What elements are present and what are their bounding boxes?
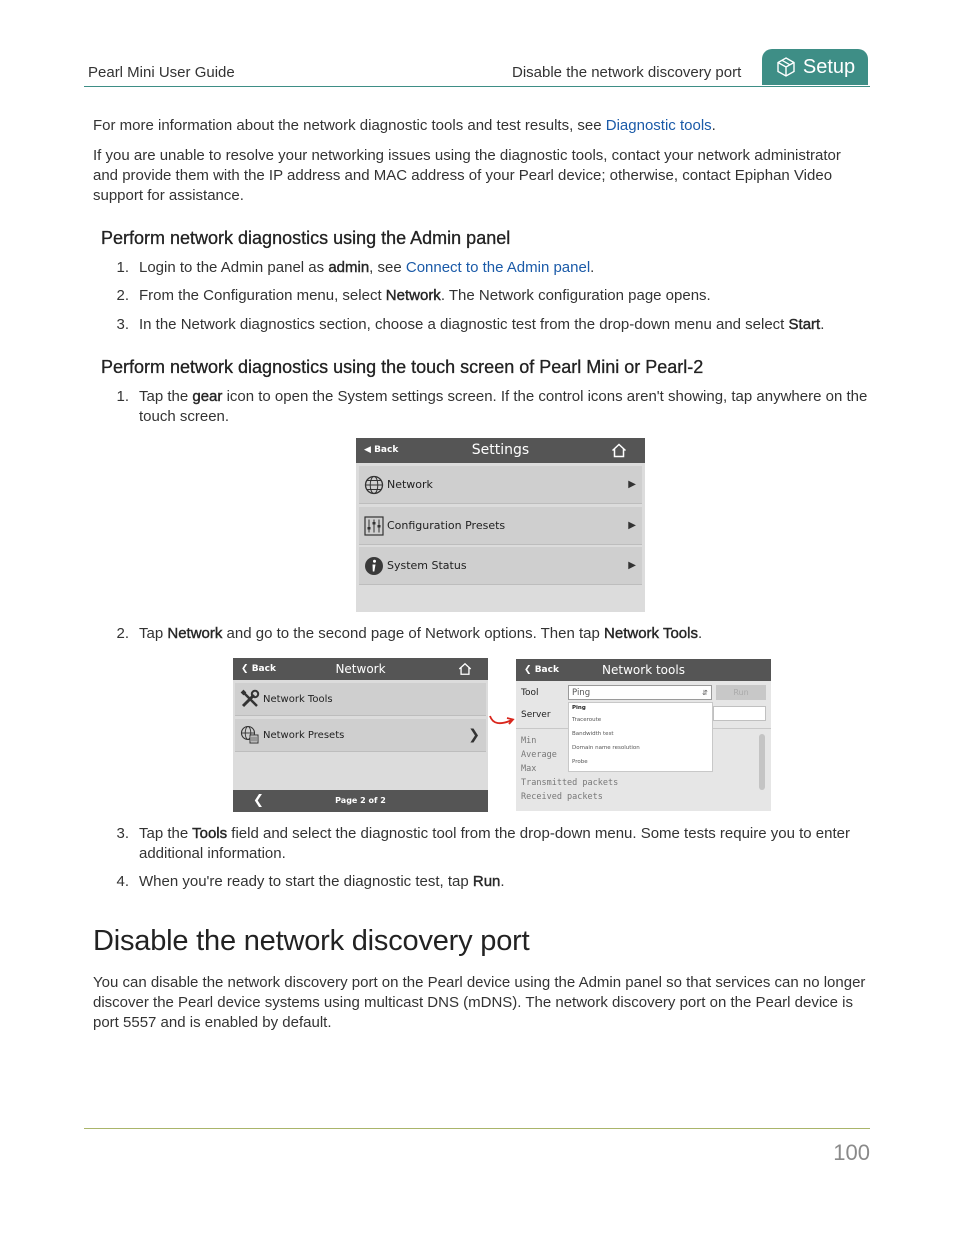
chevron-right-icon: ▶ bbox=[628, 560, 636, 571]
server-input[interactable] bbox=[713, 706, 766, 721]
admin-step-1: 1. Login to the Admin panel as admin, see Connect to the Admin panel. bbox=[116, 259, 595, 276]
result-max: Max bbox=[521, 764, 537, 774]
chevron-left-icon[interactable]: ❮ bbox=[253, 793, 264, 808]
pager-bar bbox=[233, 790, 488, 812]
tools-icon bbox=[240, 689, 260, 709]
run-button[interactable]: Run bbox=[716, 685, 766, 700]
settings-item-network[interactable]: Network ▶ bbox=[359, 466, 642, 504]
header-rule bbox=[84, 86, 870, 87]
settings-screen bbox=[356, 438, 645, 612]
back-button[interactable]: ❮ Back bbox=[241, 664, 276, 674]
setup-tab[interactable] bbox=[762, 49, 868, 85]
settings-item-configuration-presets[interactable]: Configuration Presets ▶ bbox=[359, 507, 642, 545]
setup-tab-label: Setup bbox=[802, 55, 856, 78]
diagnostic-tools-link[interactable]: Diagnostic tools bbox=[605, 117, 712, 134]
settings-title: Settings bbox=[471, 442, 530, 458]
network-tools-screen bbox=[516, 659, 771, 811]
tool-select[interactable]: Ping ⇵ bbox=[568, 685, 712, 700]
network-item-network-presets[interactable]: Network Presets ❯ bbox=[235, 719, 486, 752]
result-received: Received packets bbox=[521, 792, 603, 802]
dropdown-option-bandwidth-test[interactable]: Bandwidth test bbox=[572, 731, 614, 737]
curved-arrow-icon bbox=[486, 706, 518, 730]
chevron-right-icon: ▶ bbox=[628, 479, 636, 490]
globe-icon bbox=[364, 475, 384, 495]
back-button[interactable]: ❮ Back bbox=[524, 665, 559, 675]
dropdown-option-domain-name-resolution[interactable]: Domain name resolution bbox=[572, 745, 640, 751]
result-transmitted: Transmitted packets bbox=[521, 778, 619, 788]
admin-step-3: 3. In the Network diagnostics section, choose a diagnostic test from the drop-down menu and select Start. bbox=[116, 316, 825, 333]
home-icon[interactable] bbox=[611, 443, 627, 458]
dropdown-option-ping[interactable]: Ping bbox=[572, 705, 586, 711]
results-list bbox=[521, 734, 618, 804]
touch-step-4: 4. When you're ready to start the diagnostic test, tap Run. bbox=[116, 873, 505, 890]
chevron-right-icon: ❯ bbox=[468, 727, 480, 743]
network-title-bar bbox=[233, 658, 488, 680]
result-average: Average bbox=[521, 750, 557, 760]
scrollbar[interactable] bbox=[759, 734, 765, 790]
admin-step-2: 2. From the Configuration menu, select Network. The Network configuration page opens. bbox=[116, 287, 711, 304]
page-number: 100 bbox=[833, 1140, 870, 1165]
dropdown-option-probe[interactable]: Probe bbox=[572, 759, 588, 765]
chevron-right-icon: ▶ bbox=[628, 520, 636, 531]
disable-port-paragraph: You can disable the network discovery port on the Pearl device using the Admin panel so that services can no longer discover the Pearl device systems using multicast DNS (mDNS). The network discovery port on the Pearl device is port 5557 and is enabled by default. bbox=[93, 974, 866, 1031]
settings-item-system-status[interactable]: System Status ▶ bbox=[359, 547, 642, 585]
sliders-icon bbox=[364, 516, 384, 536]
touch-screen-heading: Perform network diagnostics using the touch screen of Pearl Mini or Pearl-2 bbox=[101, 357, 704, 377]
cube-icon bbox=[775, 56, 797, 78]
result-min: Min bbox=[521, 736, 537, 746]
network-item-network-tools[interactable]: Network Tools bbox=[235, 683, 486, 716]
section-title: Disable the network discovery port bbox=[512, 64, 742, 81]
tools-title: Network tools bbox=[602, 663, 685, 677]
admin-panel-heading: Perform network diagnostics using the Admin panel bbox=[101, 228, 511, 248]
disable-port-heading: Disable the network discovery port bbox=[93, 925, 530, 957]
network-screen bbox=[233, 658, 488, 812]
tools-title-bar bbox=[516, 659, 771, 681]
touch-step-2: 2. Tap Network and go to the second page of Network options. Then tap Network Tools. bbox=[116, 625, 703, 642]
select-arrows-icon: ⇵ bbox=[702, 689, 708, 697]
back-button[interactable]: ◀ Back bbox=[364, 445, 399, 455]
tool-label: Tool bbox=[521, 688, 539, 698]
touch-step-1: 1. Tap the gear icon to open the System settings screen. If the control icons aren't showing, tap anywhere on the touch screen. bbox=[116, 388, 868, 425]
settings-title-bar bbox=[356, 438, 645, 463]
globe-presets-icon bbox=[240, 725, 260, 745]
server-label: Server bbox=[521, 710, 551, 720]
guide-title: Pearl Mini User Guide bbox=[88, 64, 235, 81]
network-title: Network bbox=[335, 662, 386, 676]
info-icon bbox=[364, 556, 384, 576]
home-icon[interactable] bbox=[458, 662, 472, 676]
intro-paragraph-1: For more information about the network diagnostic tools and test results, see Diagnostic tools. bbox=[93, 117, 716, 134]
touch-step-3: 3. Tap the Tools field and select the diagnostic tool from the drop-down menu. Some tests require you to enter additional information. bbox=[116, 825, 850, 862]
page-indicator: Page 2 of 2 bbox=[335, 796, 386, 805]
connect-admin-panel-link[interactable]: Connect to the Admin panel bbox=[405, 259, 591, 276]
dropdown-option-traceroute[interactable]: Traceroute bbox=[572, 717, 602, 723]
footer-rule bbox=[84, 1128, 870, 1129]
intro-paragraph-2: If you are unable to resolve your networking issues using the diagnostic tools, contact your network administrator and provide them with the IP address and MAC address of your Pearl device; otherwise, contact Epiphan Video support for assistance. bbox=[93, 147, 841, 204]
